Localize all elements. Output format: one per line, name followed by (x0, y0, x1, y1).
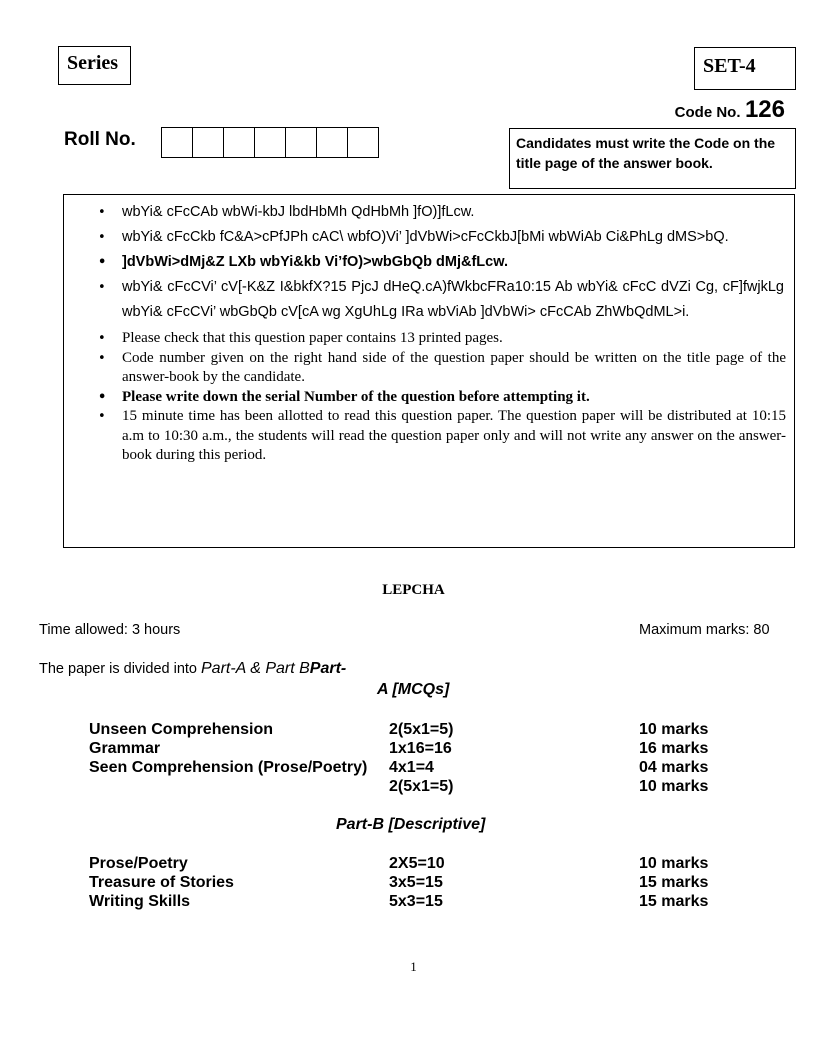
part-b-title: Part-B [Descriptive] (336, 816, 486, 833)
subject-title: LEPCHA (382, 582, 445, 598)
roll-cell (347, 127, 379, 158)
page-number: 1 (410, 959, 417, 974)
series-label: Series (67, 52, 119, 74)
section-name: Unseen Comprehension (89, 721, 274, 738)
marks-total: 10 marks (639, 721, 709, 738)
marks-scheme: 4x1=4 (389, 759, 434, 776)
hindi-instructions (64, 200, 784, 325)
roll-label: Roll No. (64, 129, 136, 150)
section-name: Writing Skills (89, 893, 191, 910)
candidate-note (509, 128, 796, 189)
marks-total: 10 marks (639, 778, 709, 795)
time-allowed: Time allowed: 3 hours (39, 622, 181, 638)
roll-cell (161, 127, 193, 158)
hindi-instruction: • wbYi& cFcCkb fC&A>cPfJPh cAC\ wbfO)Vi’ ]dVbWi>cFcCkbJ[bMi wbWiAb Ci&PhLg dMS>bQ. (122, 225, 784, 250)
english-instruction: • 15 minute time has been allotted to read this question paper. The question paper will be distributed at 10:15 a.m to 10:30 a.m., the students will read the question paper only and will not write any answer on the answer-book during this period. (122, 407, 786, 466)
marks-total: 10 marks (639, 855, 709, 872)
code-prefix: Code No. (674, 104, 741, 121)
marks-scheme: 2(5x1=5) (389, 721, 454, 738)
roll-cell (316, 127, 348, 158)
roll-cell (285, 127, 317, 158)
roll-cell (223, 127, 255, 158)
marks-scheme: 5x3=15 (389, 893, 443, 910)
marks-total: 04 marks (639, 759, 709, 776)
section-name: Prose/Poetry (89, 855, 188, 872)
hindi-instruction: • wbYi& cFcCAb wbWi-kbJ lbdHbMh QdHbMh ]fO)]fLcw. (122, 200, 784, 225)
marks-total: 16 marks (639, 740, 709, 757)
english-instruction: • Code number given on the right hand side of the question paper should be written on the title page of the answer-book by the candidate. (122, 349, 786, 388)
max-marks: Maximum marks: 80 (639, 622, 770, 638)
marks-scheme: 2X5=10 (389, 855, 445, 872)
code-number-line (675, 96, 785, 126)
section-name: Seen Comprehension (Prose/Poetry) (89, 759, 368, 776)
division-line (39, 660, 346, 678)
hindi-instruction: • ]dVbWi>dMj&Z LXb wbYi&kb Vi’fO)>wbGbQb dMj&fLcw. (122, 250, 784, 275)
marks-total: 15 marks (639, 893, 709, 910)
marks-scheme: 2(5x1=5) (389, 778, 454, 795)
code-number: 126 (744, 96, 785, 123)
division-parts: Part-A & Part B (201, 660, 310, 677)
english-instructions (64, 329, 786, 466)
english-instruction: • Please check that this question paper contains 13 printed pages. (122, 329, 786, 349)
part-a-title: A [MCQs] (377, 681, 450, 698)
set-box (694, 47, 796, 90)
marks-scheme: 1x16=16 (389, 740, 452, 757)
candidate-note-text: Candidates must write the Code on the title page of the answer book. (516, 135, 776, 171)
roll-number-cells (161, 127, 379, 158)
section-name: Grammar (89, 740, 161, 757)
set-label: SET-4 (703, 55, 756, 77)
part-a-title-start: Part- (309, 660, 347, 677)
marks-total: 15 marks (639, 874, 709, 891)
roll-cell (192, 127, 224, 158)
section-name: Treasure of Stories (89, 874, 234, 891)
series-box (58, 46, 131, 85)
division-text: The paper is divided into (39, 661, 197, 677)
english-instruction: • Please write down the serial Number of the question before attempting it. (122, 388, 786, 408)
marks-scheme: 3x5=15 (389, 874, 443, 891)
roll-cell (254, 127, 286, 158)
hindi-instruction: • wbYi& cFcCVi’ cV[-K&Z I&bkfX?15 PjcJ dHeQ.cA)fWkbcFRa10:15 Ab wbYi& cFcC dVZi Cg, cF]fwjkLg wbYi& cFcCVi’ wbGbQb cV[cA wg XgUhLg IRa wbViAb ]dVbWi> cFcCAb ZhWbQdML>i. (122, 275, 784, 325)
instructions-box (63, 194, 795, 548)
